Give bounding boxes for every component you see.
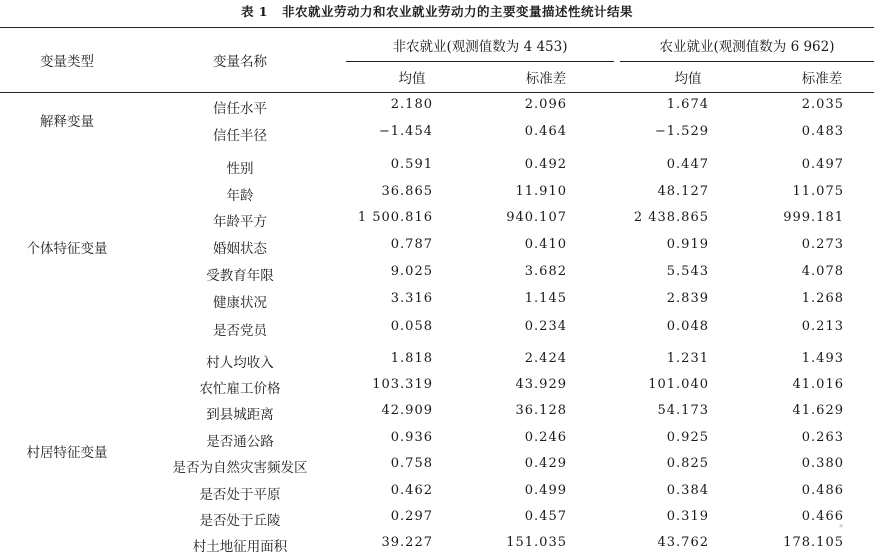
- nonfarm-sd: 2.096: [524, 97, 567, 112]
- variable-name: 信任水平: [213, 101, 267, 117]
- nonfarm-mean: 0.758: [390, 456, 433, 471]
- variable-name: 信任半径: [213, 128, 267, 144]
- nonfarm-mean: 0.297: [390, 509, 433, 524]
- variable-name: 到县城距离: [206, 407, 274, 423]
- farm-sd: 178.105: [783, 535, 844, 550]
- variable-name: 是否为自然灾害频发区: [172, 460, 308, 476]
- header-farm: 农业就业(观测值数为 6 962): [659, 39, 835, 55]
- group1-underline: [346, 61, 614, 62]
- nonfarm-sd: 0.429: [524, 456, 567, 471]
- variable-name: 村人均收入: [206, 355, 274, 371]
- variable-name: 受教育年限: [206, 268, 274, 284]
- farm-sd: 0.380: [801, 456, 844, 471]
- farm-sd: 0.213: [801, 319, 844, 334]
- variable-name: 是否处于丘陵: [199, 513, 281, 529]
- header-rule: [0, 92, 874, 93]
- nonfarm-sd: 11.910: [515, 184, 567, 199]
- farm-sd: 4.078: [801, 264, 844, 279]
- variable-name: 是否党员: [213, 323, 267, 339]
- variable-name: 年龄: [226, 188, 254, 204]
- group2-underline: [620, 61, 874, 62]
- farm-mean: 0.925: [666, 430, 709, 445]
- farm-mean: 5.543: [666, 264, 709, 279]
- header-farm-mean: 均值: [674, 71, 702, 87]
- table-caption: [0, 2, 874, 20]
- farm-sd: 11.075: [792, 184, 844, 199]
- farm-mean: 0.384: [666, 483, 709, 498]
- nonfarm-mean: 42.909: [381, 403, 433, 418]
- nonfarm-sd: 3.682: [524, 264, 567, 279]
- farm-mean: −1.529: [654, 124, 709, 139]
- group-label-village: 村居特征变量: [26, 445, 108, 461]
- variable-name: 性别: [226, 161, 254, 177]
- farm-sd: 0.263: [801, 430, 844, 445]
- nonfarm-mean: 1.818: [390, 351, 433, 366]
- farm-sd: 0.497: [801, 157, 844, 172]
- farm-sd: 1.268: [801, 291, 844, 306]
- farm-sd: 0.466: [801, 509, 844, 524]
- farm-mean: 1.674: [666, 97, 709, 112]
- group-label-individual: 个体特征变量: [26, 241, 108, 257]
- farm-mean: 0.919: [666, 237, 709, 252]
- nonfarm-mean: −1.454: [378, 124, 433, 139]
- variable-name: 农忙雇工价格: [199, 381, 281, 397]
- nonfarm-mean: 0.936: [390, 430, 433, 445]
- farm-mean: 48.127: [657, 184, 709, 199]
- header-var-type: 变量类型: [40, 54, 94, 70]
- farm-sd: 1.493: [801, 351, 844, 366]
- nonfarm-sd: 36.128: [515, 403, 567, 418]
- farm-mean: 43.762: [657, 535, 709, 550]
- nonfarm-mean: 2.180: [390, 97, 433, 112]
- farm-sd: 999.181: [783, 210, 844, 225]
- farm-mean: 54.173: [657, 403, 709, 418]
- farm-sd: 0.483: [801, 124, 844, 139]
- group-label-explanatory: 解释变量: [40, 114, 94, 130]
- nonfarm-sd: 0.457: [524, 509, 567, 524]
- nonfarm-sd: 0.410: [524, 237, 567, 252]
- nonfarm-mean: 103.319: [372, 377, 433, 392]
- farm-mean: 1.231: [666, 351, 709, 366]
- nonfarm-sd: 43.929: [515, 377, 567, 392]
- top-rule: [0, 27, 874, 28]
- header-nonfarm-mean: 均值: [398, 71, 426, 87]
- variable-name: 是否处于平原: [199, 487, 281, 503]
- nonfarm-mean: 9.025: [390, 264, 433, 279]
- farm-mean: 0.319: [666, 509, 709, 524]
- nonfarm-mean: 39.227: [381, 535, 433, 550]
- nonfarm-sd: 0.499: [524, 483, 567, 498]
- farm-sd: 41.016: [792, 377, 844, 392]
- nonfarm-sd: 1.145: [524, 291, 567, 306]
- farm-sd: 0.486: [801, 483, 844, 498]
- farm-sd: 0.273: [801, 237, 844, 252]
- variable-name: 健康状况: [213, 295, 267, 311]
- farm-mean: 2 438.865: [633, 210, 709, 225]
- watermark: ✦: [836, 520, 848, 534]
- header-nonfarm: 非农就业(观测值数为 4 453): [392, 39, 568, 55]
- nonfarm-mean: 1 500.816: [357, 210, 433, 225]
- nonfarm-sd: 151.035: [506, 535, 567, 550]
- nonfarm-sd: 0.234: [524, 319, 567, 334]
- nonfarm-sd: 2.424: [524, 351, 567, 366]
- variable-name: 村土地征用面积: [192, 539, 288, 555]
- farm-mean: 2.839: [666, 291, 709, 306]
- farm-mean: 101.040: [648, 377, 709, 392]
- farm-sd: 2.035: [801, 97, 844, 112]
- nonfarm-mean: 0.058: [390, 319, 433, 334]
- farm-sd: 41.629: [792, 403, 844, 418]
- variable-name: 是否通公路: [206, 434, 274, 450]
- header-farm-sd: 标准差: [801, 71, 843, 87]
- table-number: 表 1: [240, 4, 269, 19]
- variable-name: 婚姻状态: [213, 241, 267, 257]
- farm-mean: 0.447: [666, 157, 709, 172]
- header-var-name: 变量名称: [213, 54, 267, 70]
- nonfarm-mean: 0.787: [390, 237, 433, 252]
- farm-mean: 0.825: [666, 456, 709, 471]
- nonfarm-mean: 36.865: [381, 184, 433, 199]
- variable-name: 年龄平方: [213, 214, 267, 230]
- nonfarm-mean: 3.316: [390, 291, 433, 306]
- nonfarm-sd: 0.464: [524, 124, 567, 139]
- nonfarm-sd: 0.246: [524, 430, 567, 445]
- nonfarm-mean: 0.591: [390, 157, 433, 172]
- table-title: 非农就业劳动力和农业就业劳动力的主要变量描述性统计结果: [282, 4, 634, 19]
- nonfarm-mean: 0.462: [390, 483, 433, 498]
- farm-mean: 0.048: [666, 319, 709, 334]
- header-nonfarm-sd: 标准差: [525, 71, 567, 87]
- nonfarm-sd: 0.492: [524, 157, 567, 172]
- nonfarm-sd: 940.107: [506, 210, 567, 225]
